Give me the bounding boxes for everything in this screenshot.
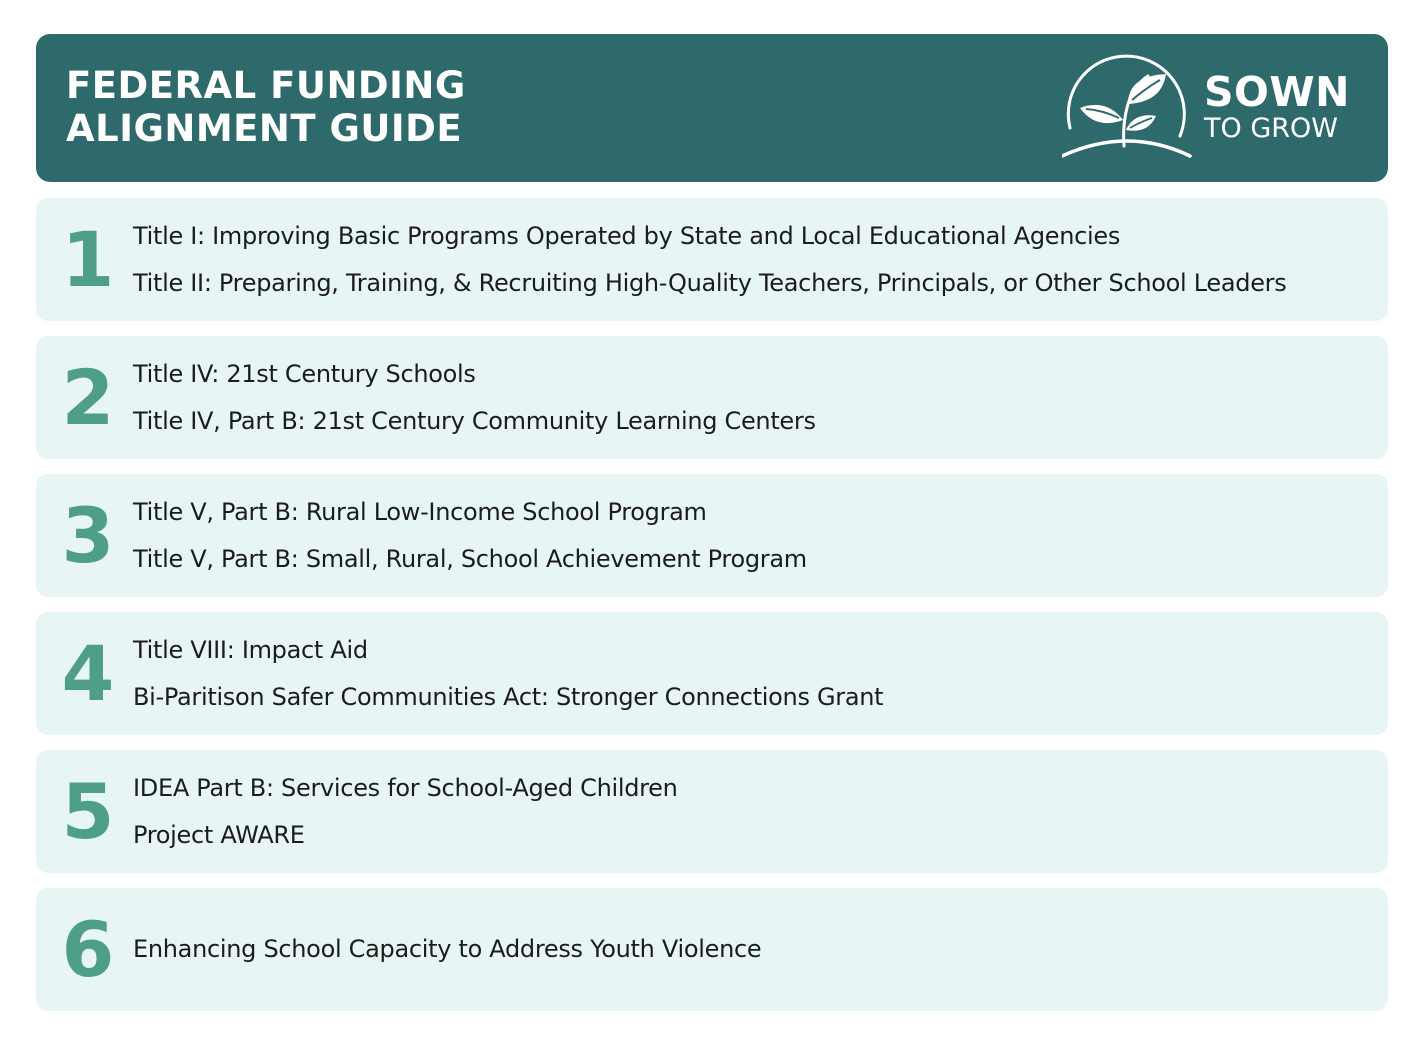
sprout-icon (1062, 50, 1194, 168)
item-number: 5 (61, 767, 115, 856)
page-title (66, 64, 466, 150)
item-title: Title V, Part B: Rural Low-Income School Program (133, 497, 707, 526)
item-title: Title IV: 21st Century Schools (133, 359, 476, 388)
item-titles (133, 750, 1368, 873)
funding-item-3 (36, 474, 1388, 597)
item-titles (133, 474, 1368, 597)
funding-item-5 (36, 750, 1388, 873)
item-title: Title II: Preparing, Training, & Recruiting High-Quality Teachers, Principals, or Other School Leaders (133, 268, 1287, 297)
item-title: Title IV, Part B: 21st Century Community Learning Centers (133, 406, 816, 435)
item-title: IDEA Part B: Services for School-Aged Children (133, 773, 678, 802)
funding-item-1 (36, 198, 1388, 321)
item-title: Bi-Paritison Safer Communities Act: Stronger Connections Grant (133, 682, 884, 711)
funding-item-6 (36, 888, 1388, 1011)
funding-item-4 (36, 612, 1388, 735)
item-titles (133, 336, 1368, 459)
item-title: Title I: Improving Basic Programs Operated by State and Local Educational Agencies (133, 221, 1121, 250)
sown-to-grow-logo (1062, 50, 1362, 168)
item-number: 1 (61, 215, 115, 304)
item-number: 2 (61, 353, 115, 442)
item-title: Enhancing School Capacity to Address Youth Violence (133, 935, 762, 963)
item-title: Project AWARE (133, 820, 305, 849)
item-number: 3 (61, 491, 115, 580)
logo-wordmark-line-1: SOWN (1204, 68, 1350, 116)
item-number: 6 (61, 905, 115, 994)
item-titles (133, 198, 1368, 321)
funding-item-2 (36, 336, 1388, 459)
item-title: Title VIII: Impact Aid (133, 635, 368, 664)
logo-wordmark-line-2: TO GROW (1204, 113, 1338, 144)
item-titles (133, 612, 1368, 735)
funding-list (36, 198, 1388, 1026)
item-title: Title V, Part B: Small, Rural, School Achievement Program (133, 544, 807, 573)
page-title-line-2: ALIGNMENT GUIDE (66, 107, 463, 150)
item-number: 4 (61, 629, 115, 718)
logo-wordmark (1204, 70, 1350, 144)
page-title-line-1: FEDERAL FUNDING (66, 64, 466, 107)
header-banner (36, 34, 1388, 182)
item-titles (133, 888, 1368, 1011)
